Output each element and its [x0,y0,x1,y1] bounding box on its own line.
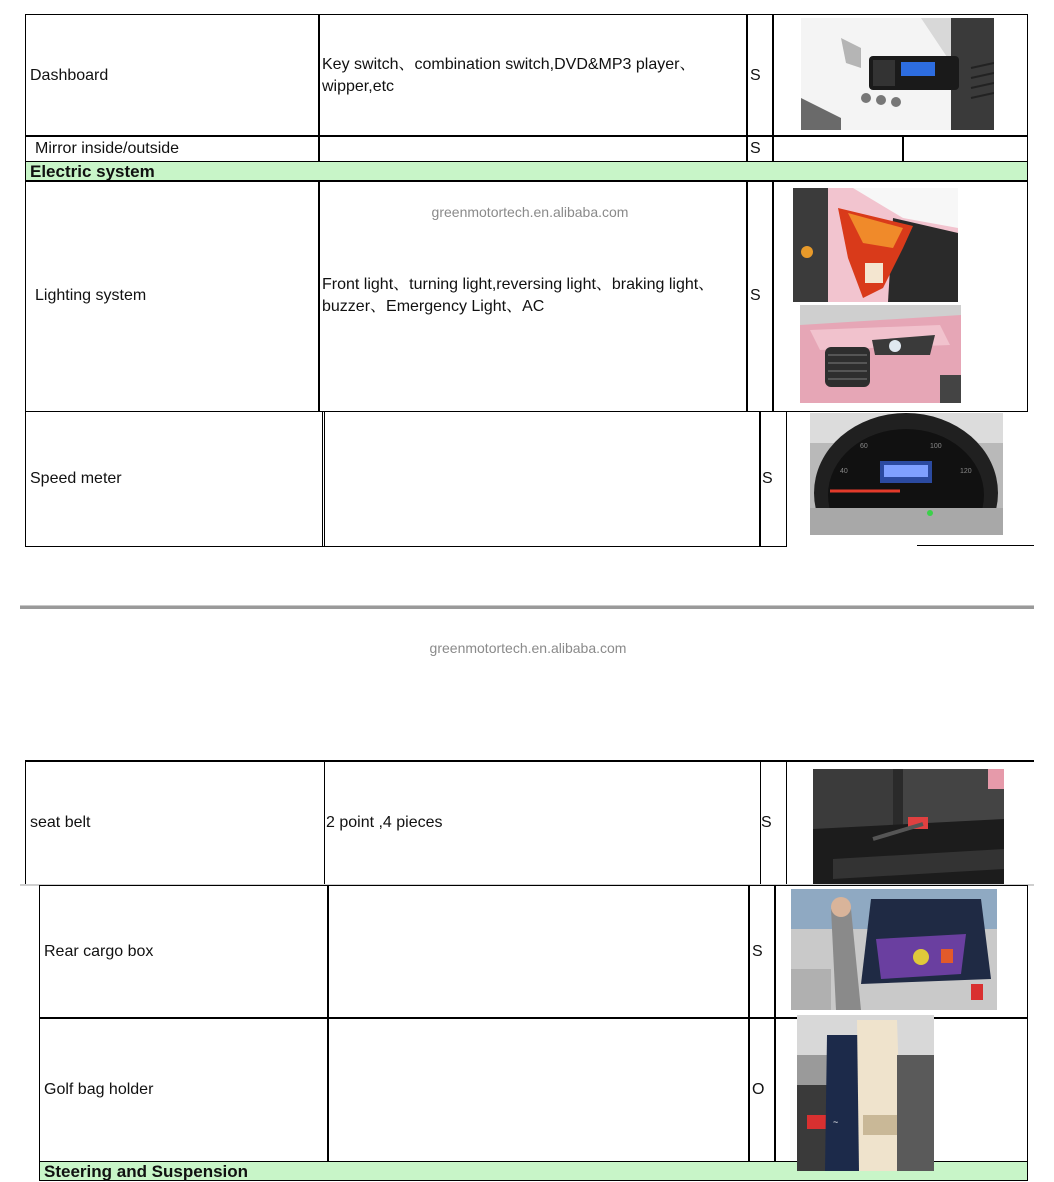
lighting-desc: Front light、turning light,reversing light、braking light、 buzzer、Emergency Light、AC [322,276,715,315]
row-photo-cell-mirror-b [902,135,1028,163]
seatbelt-photo [813,769,1004,884]
row-desc-cargo [327,885,750,1019]
row-desc-seatbelt [323,761,761,885]
row-std-golf [748,1017,776,1163]
row-desc-golf [327,1017,750,1163]
svg-text:60: 60 [860,443,868,450]
electric-section-title: Electric system [30,161,155,181]
cargo-label: Rear cargo box [44,943,154,960]
row-std-lighting [746,180,774,412]
row-desc-dashboard [318,14,748,137]
golf-std: O [752,1081,765,1098]
row-label-golf [39,1017,329,1163]
row-std-cargo [748,885,776,1019]
row-std-speed [759,411,787,547]
taillight-photo [793,188,958,302]
seatbelt-label: seat belt [30,814,91,831]
row-std-mirror [746,135,774,163]
row-desc-mirror [318,135,748,163]
row-label-cargo [39,885,329,1019]
cargo-std: S [752,943,763,960]
dashboard-photo [801,18,994,130]
row-label-speed [25,411,325,547]
row-std-dashboard [746,14,774,137]
row-label-lighting [25,180,320,412]
svg-text:120: 120 [960,468,972,475]
watermark-middle: greenmotortech.en.alibaba.com [429,640,627,656]
steering-section-title: Steering and Suspension [44,1162,249,1181]
seatbelt-desc: 2 point ,4 pieces [326,814,443,831]
golf-label: Golf bag holder [44,1081,154,1098]
cargo-box-photo [791,889,997,1010]
row-photo-cell-mirror-a [772,135,904,163]
svg-text:100: 100 [930,443,942,450]
stray-rule-1 [917,545,1034,546]
svg-text:40: 40 [840,468,848,475]
speed-std: S [762,470,773,487]
golf-bag-photo [797,1015,934,1171]
row-desc-speed [322,411,761,547]
dashboard-label: Dashboard [30,66,109,84]
row-std-seatbelt [759,761,787,885]
speedometer-photo [810,413,1003,535]
svg-text:~: ~ [833,1117,839,1127]
lighting-label: Lighting system [35,287,147,304]
row-label-mirror [25,135,320,163]
speed-label: Speed meter [30,470,122,487]
row-label-seatbelt [25,761,325,885]
front-light-photo [800,305,961,403]
row-label-dashboard [25,14,320,137]
mirror-std: S [750,140,761,157]
section-electric-system [25,161,1028,182]
page-separator [20,605,1034,609]
watermark-top: greenmotortech.en.alibaba.com [431,204,629,220]
seatbelt-std: S [761,814,772,831]
mirror-label: Mirror inside/outside [35,140,180,157]
lighting-std: S [750,287,761,304]
dashboard-desc: Key switch、combination switch,DVD&MP3 player、wipper,etc [322,55,696,95]
dashboard-std: S [750,66,761,84]
